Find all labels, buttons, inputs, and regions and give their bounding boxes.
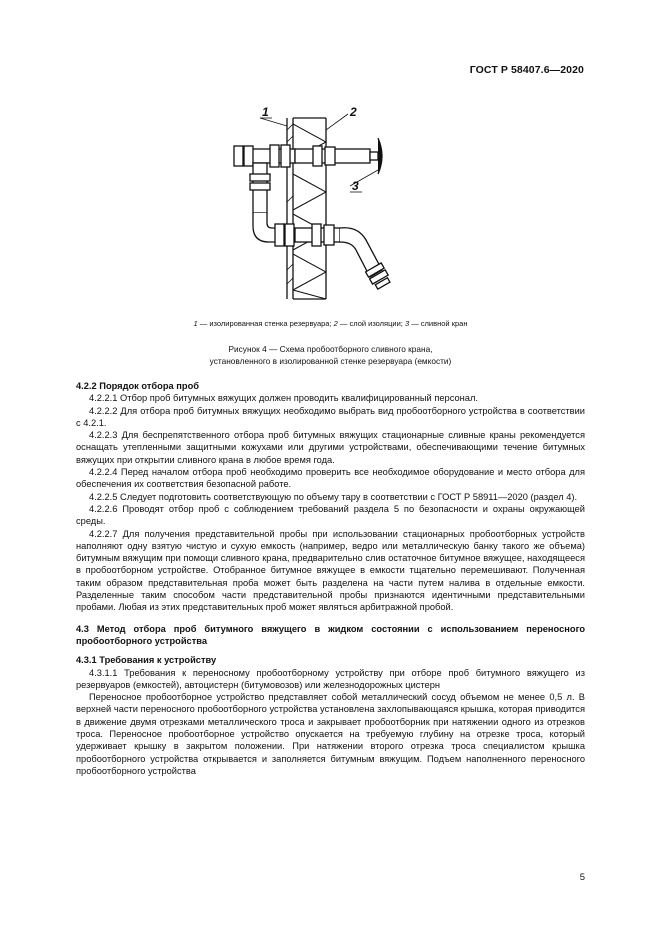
figure-label-2: 2 — [350, 105, 357, 119]
leader-line-1 — [260, 118, 287, 126]
paragraph-4-2-2-3: 4.2.2.3 Для беспрепятственного отбора проб битумных вяжущих стационарные сливные краны рекомендуется оснащать утепленными защитными кожухами или другими устройствами, обеспечивающими течение битумных вяжущих при открытии сливного крана в любое время года. — [76, 430, 585, 465]
handwheel — [378, 138, 382, 174]
page-number: 5 — [579, 872, 585, 883]
document-header-standard: ГОСТ Р 58407.6—2020 — [469, 64, 584, 76]
legend-text-2: — слой изоляции; — [337, 319, 405, 328]
figure-label-1: 1 — [262, 105, 269, 119]
legend-number-2: 2 — [333, 319, 338, 328]
heading-4-2-2: 4.2.2 Порядок отбора проб — [76, 381, 199, 391]
sampling-tap-diagram-svg — [200, 102, 430, 302]
legend-text-3: — сливной кран — [409, 319, 468, 328]
legend-number-1: 1 — [193, 319, 198, 328]
paragraph-4-2-2-1: 4.2.2.1 Отбор проб битумных вяжущих должен проводить квалифицированный персонал. — [89, 393, 478, 404]
paragraph-4-2-2-7: 4.2.2.7 Для получения представительной пробы при использовании стационарных пробоотборных устройств наполняют одну взятую чистую и сухую емкость (например, ведро или металлическую банку такого же объема) битумным вяжущим при помощи сливного крана, предварительно слив остаточное битумное вяжущее, находящееся в пробоотборном устройстве. Отобранное битумное вяжущее в емкости тщательно перемешивают. Полученная таким образом представительная проба может быть разделена на части путем налива в отдельные емкости. Разделенные таким способом части представительной пробы признаются идентичными представительными пробами. Любая из этих представительных проб может являться арбитражной пробой. — [76, 528, 585, 613]
paragraph-4-3-1-1-continued: Переносное пробоотборное устройство представляет собой металлический сосуд объемом не менее 0,5 л. В верхней части переносного пробоотборного устройства установлена захлопывающаяся крышка, которая приводится в движение двумя отрезками металлического троса и закрывает пробоотборник при натяжении одного из отрезков троса. Переносное пробоотборное устройство опускается на требуемую глубину на отрезке троса, который удерживает крышку в закрытом положении. При натяжении второго отрезка троса специалистом крышка пробоотборного устройства открывается и заполняется битумным вяжущим. Подъем наполненного переносного пробоотборного устройства — [76, 692, 585, 776]
legend-number-3: 3 — [404, 319, 410, 328]
paragraph-4-2-2-2: 4.2.2.2 Для отбора проб битумных вяжущих необходимо выбрать вид пробоотборного устройства в соответствии с 4.2.1. — [76, 405, 585, 428]
paragraph-4-2-2-4: 4.2.2.4 Перед началом отбора проб необходимо проверить все необходимое оборудование и место отбора для обеспечения их соответствия безопасной работе. — [76, 467, 585, 490]
paragraph-4-3-1-1: 4.3.1.1 Требования к переносному пробоотборному устройству при отборе проб битумного вяжущего из резервуаров (емкостей), автоцистерн (битумовозов) или железнодорожных цистерн — [76, 667, 585, 690]
paragraph-4-2-2-5: 4.2.2.5 Следует подготовить соответствующую по объему тару в соответствии с ГОСТ Р 58911—2020 (раздел 4). — [89, 491, 578, 502]
figure-label-3: 3 — [352, 179, 359, 193]
figure-caption-line-2: установленного в изолированной стенке резервуара (емкости) — [209, 356, 452, 366]
heading-4-3-1: 4.3.1 Требования к устройству — [76, 655, 217, 666]
figure-caption — [0, 343, 661, 367]
figure-legend — [0, 319, 661, 328]
legend-text-1: — изолированная стенка резервуара; — [197, 319, 334, 328]
paragraph-4-2-2-6: 4.2.2.6 Проводят отбор проб с соблюдением требований раздела 5 по безопасности и охраны окружающей среды. — [76, 503, 585, 527]
leader-line-2 — [326, 114, 348, 130]
document-body — [76, 380, 585, 777]
figure-sampling-tap-diagram — [200, 102, 430, 302]
heading-4-3: 4.3 Метод отбора проб битумного вяжущего в жидком состоянии с использованием переносного пробоотборного устройства — [76, 623, 585, 646]
figure-caption-line-1: Рисунок 4 — Схема пробоотборного сливного крана, — [228, 344, 433, 354]
